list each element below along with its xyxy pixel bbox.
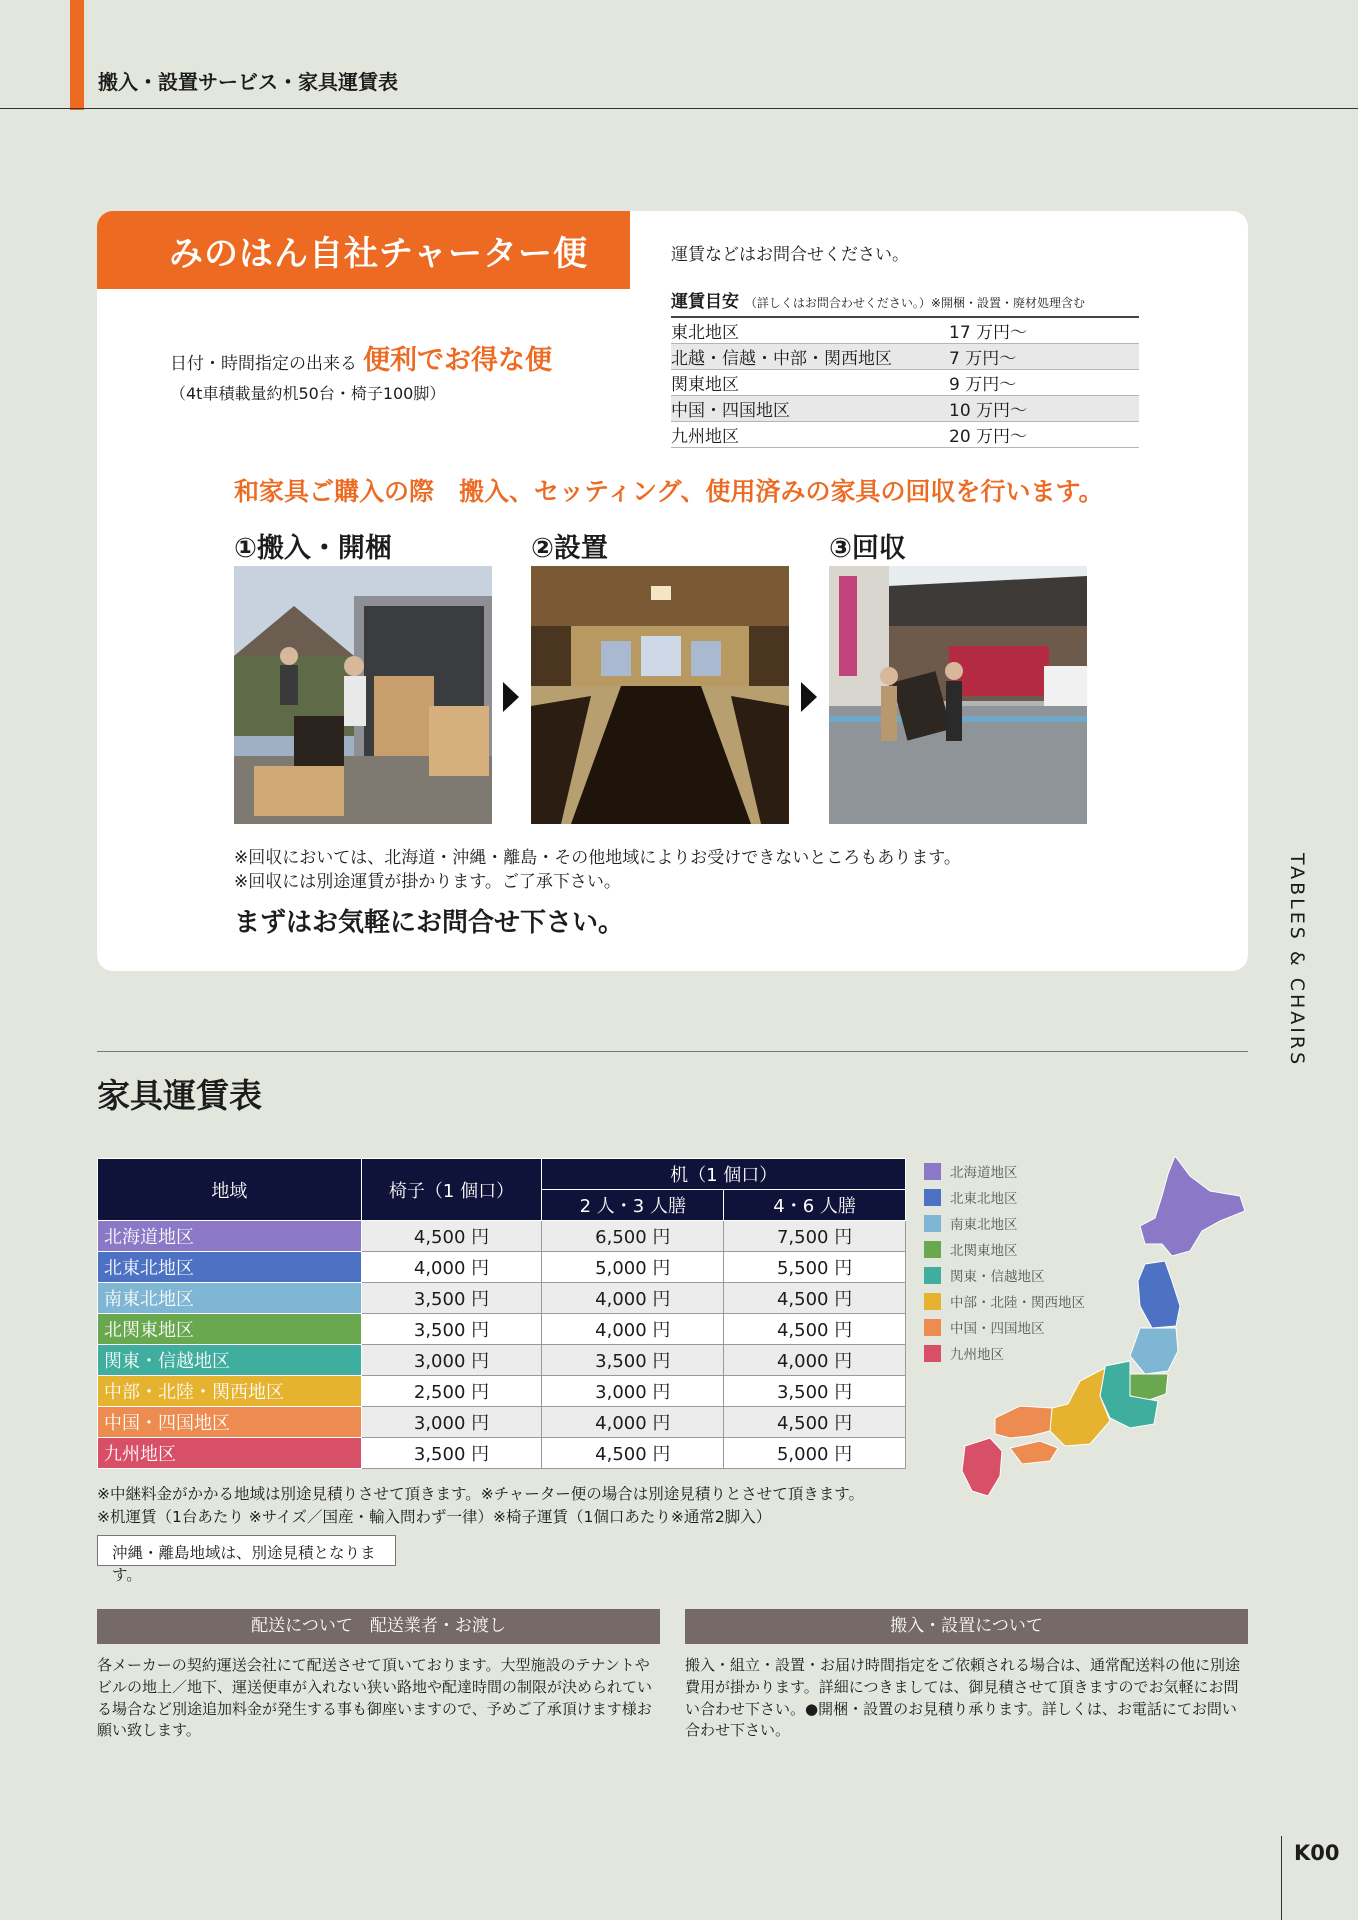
legend-label: 北海道地区: [950, 1165, 1018, 1181]
delivery-info-heading: 配送について 配送業者・お渡し: [97, 1609, 660, 1644]
rate-region: 北越・信越・中部・関西地区: [671, 344, 949, 370]
rate-region: 関東地区: [671, 370, 949, 396]
install-info-heading: 搬入・設置について: [685, 1609, 1248, 1644]
legend-label: 九州地区: [950, 1347, 1004, 1363]
fare-desk-large-cell: 4,500 円: [724, 1314, 906, 1345]
photo-delivery: [234, 566, 492, 824]
fare-region-cell: 北関東地区: [98, 1314, 362, 1345]
page-number: K00: [1294, 1841, 1340, 1865]
map-region-shikoku: [1010, 1441, 1058, 1464]
table-row: [98, 1345, 906, 1376]
table-row: [98, 1252, 906, 1283]
table-row: [98, 1376, 906, 1407]
fare-header-desk-small: 2 人・3 人膳: [542, 1190, 724, 1221]
map-region-kyushu: [962, 1438, 1002, 1496]
fare-header-chair: 椅子（1 個口）: [361, 1159, 542, 1221]
rate-price: 7 万円～: [949, 344, 1139, 370]
rate-region: 東北地区: [671, 317, 949, 344]
fare-chair-cell: 2,500 円: [361, 1376, 542, 1407]
legend-label: 中国・四国地区: [950, 1321, 1045, 1337]
table-row: [98, 1314, 906, 1345]
table-row: [98, 1283, 906, 1314]
okinawa-notice-box: 沖縄・離島地域は、別途見積となります。: [97, 1535, 396, 1566]
install-info-body: 搬入・組立・設置・お届け時間指定をご依頼される場合は、通常配送料の他に別途費用が掛かります。詳細につきましては、御見積させて頂きますのでお気軽にお問い合わせ下さい。●開梱・設置のお見積り承ります。詳しくは、お電話にてお問い合わせ下さい。: [685, 1656, 1241, 1740]
header-divider: [0, 108, 1358, 109]
table-row: [98, 1438, 906, 1469]
fare-desk-small-cell: 3,000 円: [542, 1376, 724, 1407]
legend-swatch: [924, 1163, 941, 1180]
fare-note-relay: ※中継料金がかかる地域は別途見積りさせて頂きます。※チャーター便の場合は別途見積りとさせて頂きます。: [97, 1485, 865, 1503]
fare-chair-cell: 3,500 円: [361, 1314, 542, 1345]
step-label-delivery: ①搬入・開梱: [234, 533, 392, 564]
fare-chair-cell: 3,500 円: [361, 1438, 542, 1469]
convenient-prefix: 日付・時間指定の出来る: [170, 354, 357, 374]
fare-region-cell: 北海道地区: [98, 1221, 362, 1252]
table-row: [671, 396, 1139, 422]
rate-price: 9 万円～: [949, 370, 1139, 396]
delivery-info-body: 各メーカーの契約運送会社にて配送させて頂いております。大型施設のテナントやビルの地上／地下、運送便車が入れない狭い路地や配達時間の制限が決められている場合など別途追加料金が発生する事も御座いますので、予めご了承頂けます様お願い致します。: [97, 1656, 653, 1740]
collection-notice: ※回収においては、北海道・沖縄・離島・その他地域によりお受けできないところもあります。: [234, 848, 961, 868]
fare-desk-large-cell: 4,500 円: [724, 1283, 906, 1314]
fare-note-units: ※机運賃（1台あたり ※サイズ／国産・輸入問わず一律）※椅子運賃（1個口あたり※通常2脚入）: [97, 1508, 772, 1526]
legend-swatch: [924, 1267, 941, 1284]
service-headline: 和家具ご購入の際 搬入、セッティング、使用済みの家具の回収を行います。: [234, 477, 1104, 506]
charter-note: 運賃などはお問合せください。: [671, 245, 909, 265]
fare-desk-large-cell: 5,500 円: [724, 1252, 906, 1283]
convenient-line: [170, 338, 552, 377]
fare-region-cell: 北東北地区: [98, 1252, 362, 1283]
fare-chair-cell: 3,000 円: [361, 1407, 542, 1438]
legend-swatch: [924, 1241, 941, 1258]
step-arrow-icon: [503, 682, 519, 712]
map-region-chubu-kansai: [1050, 1368, 1110, 1446]
charter-banner: みのはん自社チャーター便: [97, 211, 630, 289]
fare-header-region: 地域: [98, 1159, 362, 1221]
fare-table: [97, 1158, 906, 1469]
section-divider: [97, 1051, 1248, 1052]
map-region-hokkaido: [1140, 1156, 1245, 1256]
charter-rate-table: [671, 316, 1139, 448]
fare-desk-large-cell: 3,500 円: [724, 1376, 906, 1407]
fare-desk-small-cell: 3,500 円: [542, 1345, 724, 1376]
legend-label: 南東北地区: [950, 1217, 1018, 1233]
fare-desk-small-cell: 4,000 円: [542, 1407, 724, 1438]
page-number-divider: [1281, 1836, 1282, 1920]
fare-region-cell: 中国・四国地区: [98, 1407, 362, 1438]
fare-chair-cell: 4,000 円: [361, 1252, 542, 1283]
photo-installation: [531, 566, 789, 824]
capacity-note: （4t車積載量約机50台・椅子100脚）: [170, 384, 446, 403]
contact-prompt: まずはお気軽にお問合せ下さい。: [234, 908, 625, 938]
map-region-south-tohoku: [1130, 1328, 1178, 1374]
rate-region: 中国・四国地区: [671, 396, 949, 422]
fare-region-cell: 南東北地区: [98, 1283, 362, 1314]
table-row: [671, 317, 1139, 344]
fare-region-cell: 中部・北陸・関西地区: [98, 1376, 362, 1407]
legend-swatch: [924, 1189, 941, 1206]
fare-desk-small-cell: 4,500 円: [542, 1438, 724, 1469]
legend-label: 北東北地区: [950, 1191, 1018, 1207]
map-region-chugoku-shikoku: [995, 1406, 1052, 1438]
fare-header-desk-large: 4・6 人膳: [724, 1190, 906, 1221]
convenient-emphasis: 便利でお得な便: [363, 345, 552, 376]
fare-region-cell: 九州地区: [98, 1438, 362, 1469]
table-row: [671, 370, 1139, 396]
step-label-collect: ③回収: [829, 533, 906, 564]
side-category-label: TABLES & CHAIRS: [1286, 853, 1308, 1068]
fare-header-desk: 机（1 個口）: [542, 1159, 906, 1190]
fare-chair-cell: 3,500 円: [361, 1283, 542, 1314]
legend-swatch: [924, 1345, 941, 1362]
rate-heading-sub: （詳しくはお問合わせください。）※開梱・設置・廃材処理含む: [744, 296, 1085, 310]
photo-collection: [829, 566, 1087, 824]
header-accent-bar: [70, 0, 84, 110]
collection-fee-notice: ※回収には別途運賃が掛かります。ご了承下さい。: [234, 872, 621, 892]
table-row: [98, 1221, 906, 1252]
fare-desk-large-cell: 4,000 円: [724, 1345, 906, 1376]
table-row: [671, 422, 1139, 448]
legend-swatch: [924, 1215, 941, 1232]
fare-chair-cell: 3,000 円: [361, 1345, 542, 1376]
rate-region: 九州地区: [671, 422, 949, 448]
table-row: [671, 344, 1139, 370]
fare-section-title: 家具運賃表: [97, 1076, 262, 1115]
rate-price: 20 万円～: [949, 422, 1139, 448]
rate-heading: [671, 287, 1085, 312]
fare-chair-cell: 4,500 円: [361, 1221, 542, 1252]
rate-price: 17 万円～: [949, 317, 1139, 344]
fare-desk-large-cell: 7,500 円: [724, 1221, 906, 1252]
fare-desk-large-cell: 4,500 円: [724, 1407, 906, 1438]
legend-label: 中部・北陸・関西地区: [950, 1295, 1085, 1311]
fare-desk-small-cell: 4,000 円: [542, 1314, 724, 1345]
fare-region-cell: 関東・信越地区: [98, 1345, 362, 1376]
table-row: [98, 1407, 906, 1438]
step-label-install: ②設置: [531, 533, 608, 564]
fare-desk-small-cell: 6,500 円: [542, 1221, 724, 1252]
legend-label: 北関東地区: [950, 1243, 1018, 1259]
legend-swatch: [924, 1319, 941, 1336]
japan-region-map: [940, 1156, 1260, 1496]
fare-desk-small-cell: 4,000 円: [542, 1283, 724, 1314]
step-arrow-icon: [801, 682, 817, 712]
fare-desk-small-cell: 5,000 円: [542, 1252, 724, 1283]
legend-label: 関東・信越地区: [950, 1269, 1045, 1285]
legend-swatch: [924, 1293, 941, 1310]
fare-desk-large-cell: 5,000 円: [724, 1438, 906, 1469]
map-region-north-tohoku: [1138, 1261, 1180, 1328]
rate-price: 10 万円～: [949, 396, 1139, 422]
rate-heading-label: 運賃目安: [671, 292, 739, 312]
page-header-title: 搬入・設置サービス・家具運賃表: [98, 70, 398, 94]
